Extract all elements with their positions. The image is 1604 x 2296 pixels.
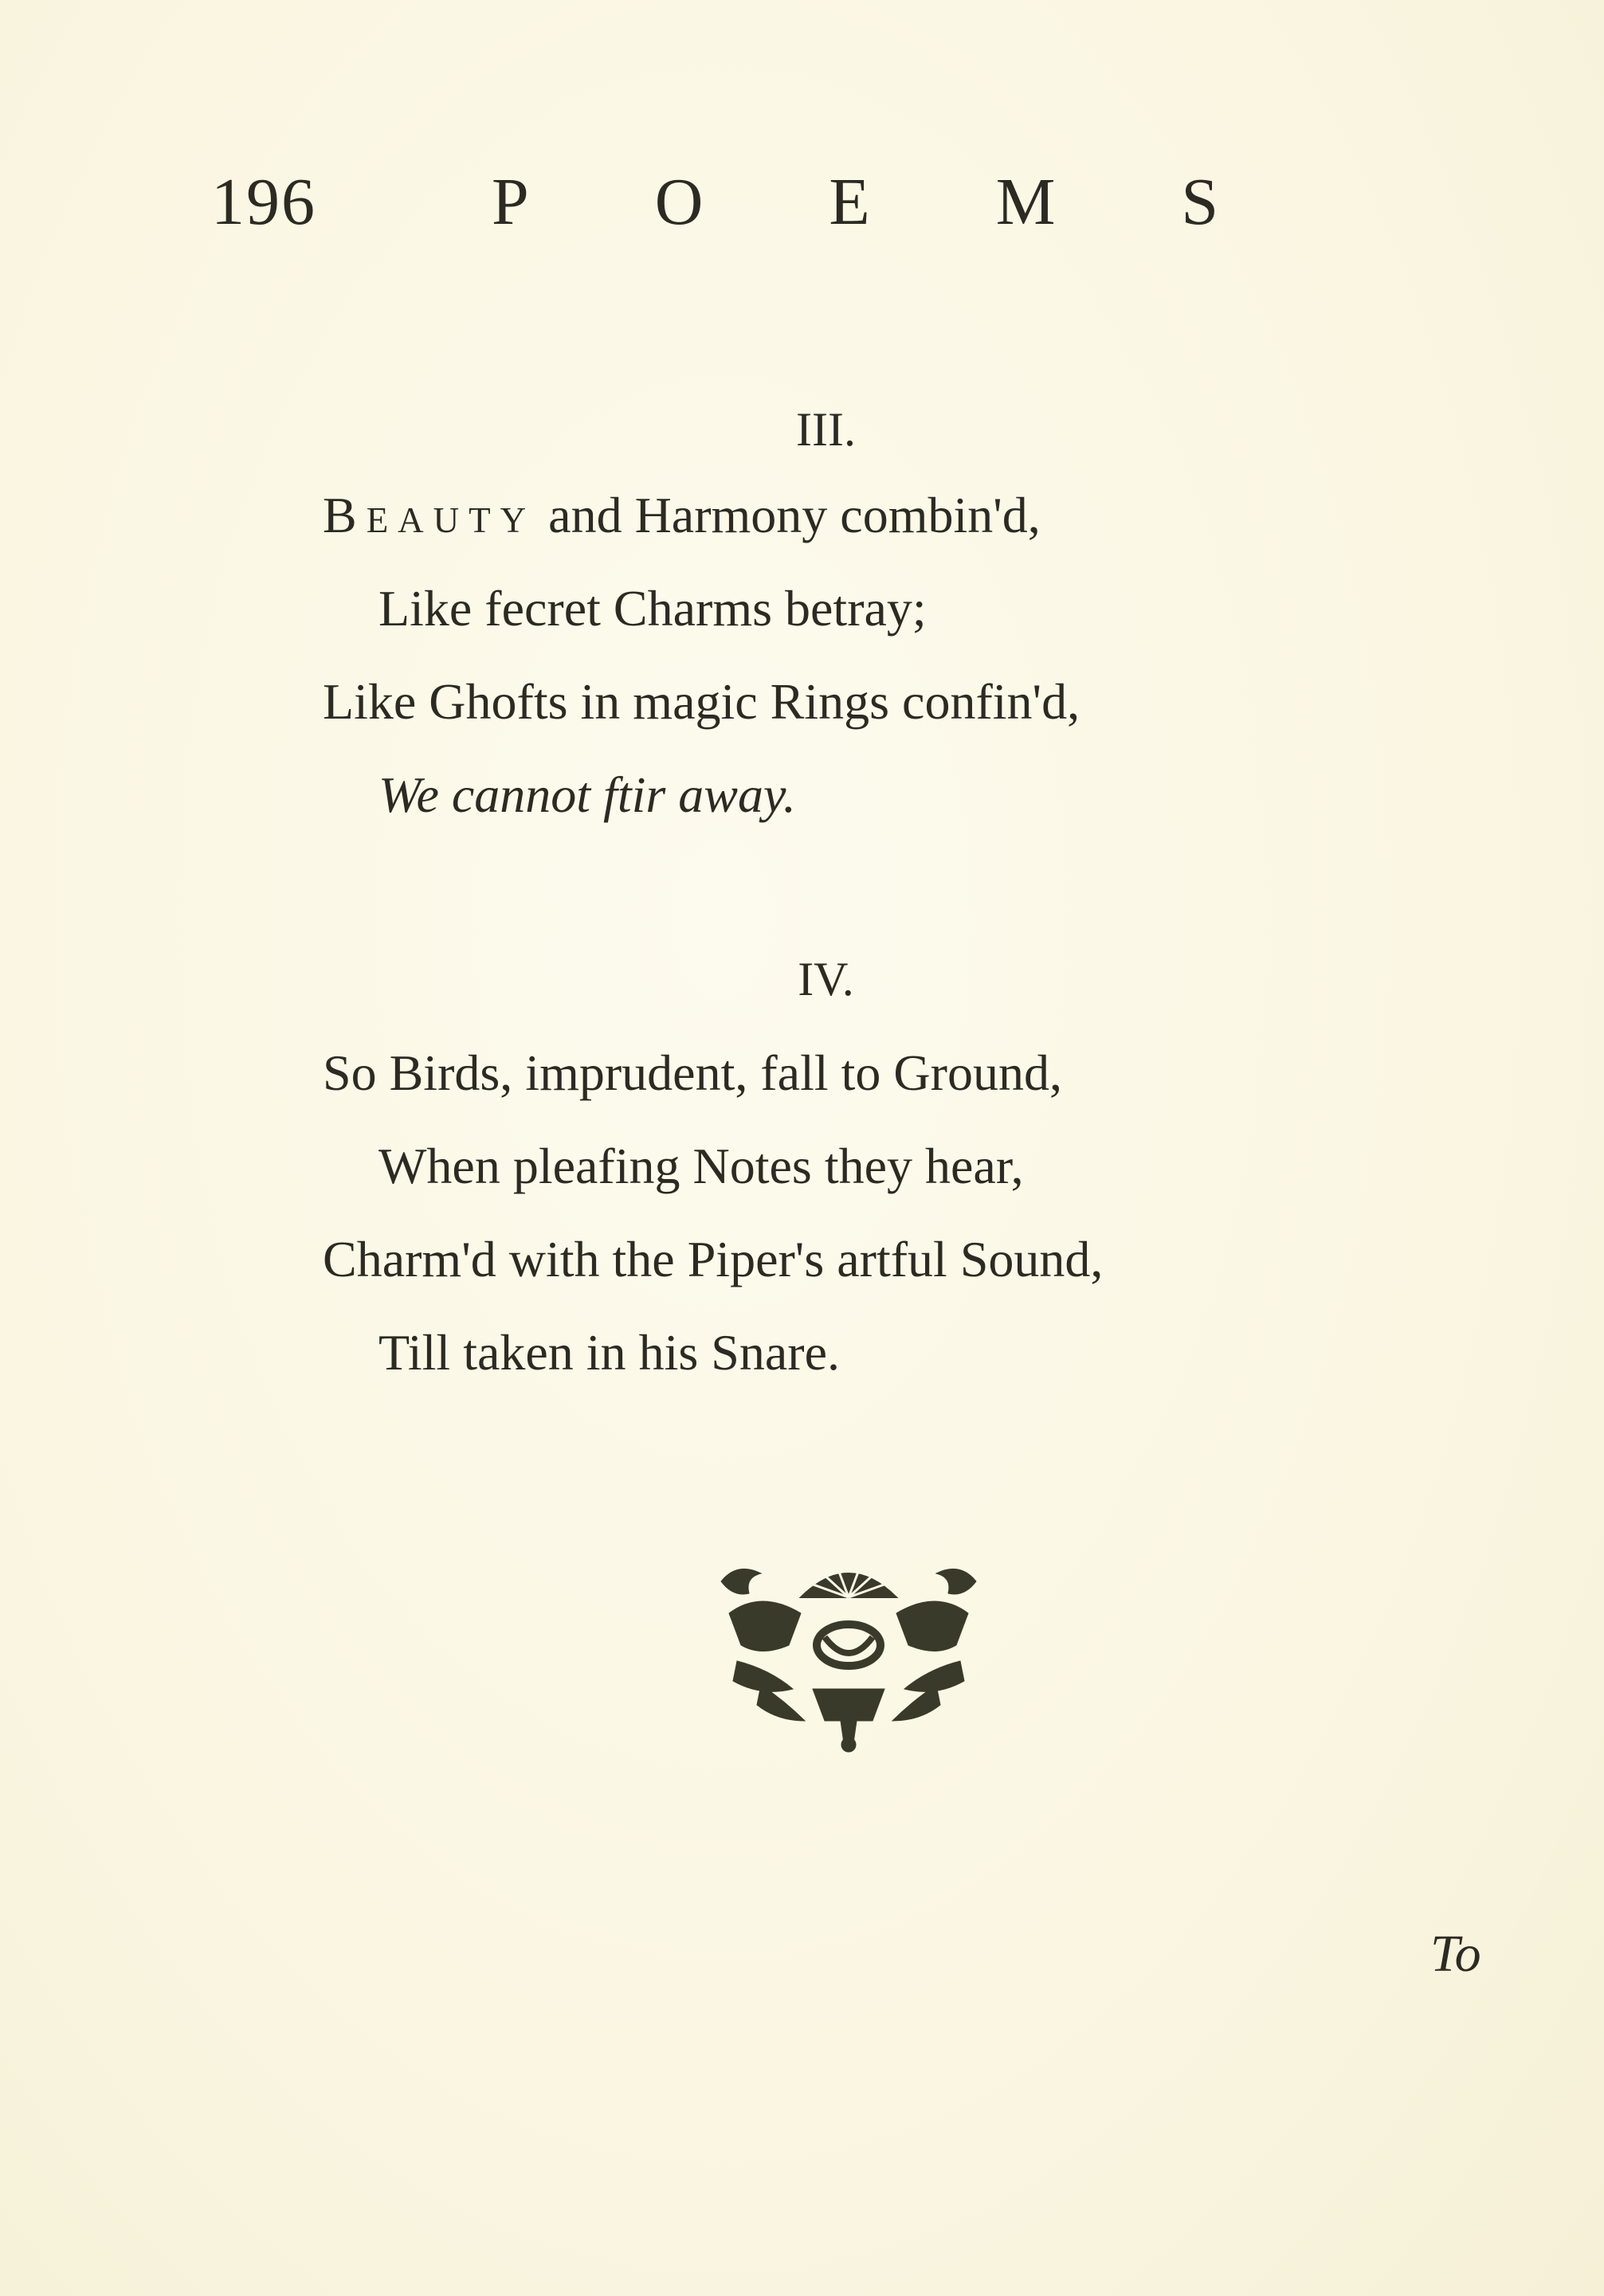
poem-line: Like fecret Charms betray; [378,580,927,637]
floral-ornament-icon [713,1550,984,1757]
poem-line: Charm'd with the Piper's artful Sound, [323,1231,1104,1287]
running-title: POEMS [492,165,1345,239]
poem-line: Like Ghofts in magic Rings confin'd, [323,673,1080,730]
poem-line [323,486,1041,545]
catchword: To [1430,1925,1481,1983]
line-text: and Harmony combin'd, [535,487,1041,543]
page-number: 196 [211,165,316,239]
poem-line: So Birds, imprudent, fall to Ground, [323,1044,1062,1101]
poem-line: Till taken in his Snare. [378,1324,840,1381]
small-caps-lead: Beauty [323,487,536,543]
poem-line: When pleafing Notes they hear, [378,1138,1024,1194]
poem-line-italic: We cannot ftir away. [378,766,796,823]
stanza-number-4: IV. [798,953,854,1005]
stanza-number-3: III. [796,403,856,456]
running-head [211,163,1345,251]
